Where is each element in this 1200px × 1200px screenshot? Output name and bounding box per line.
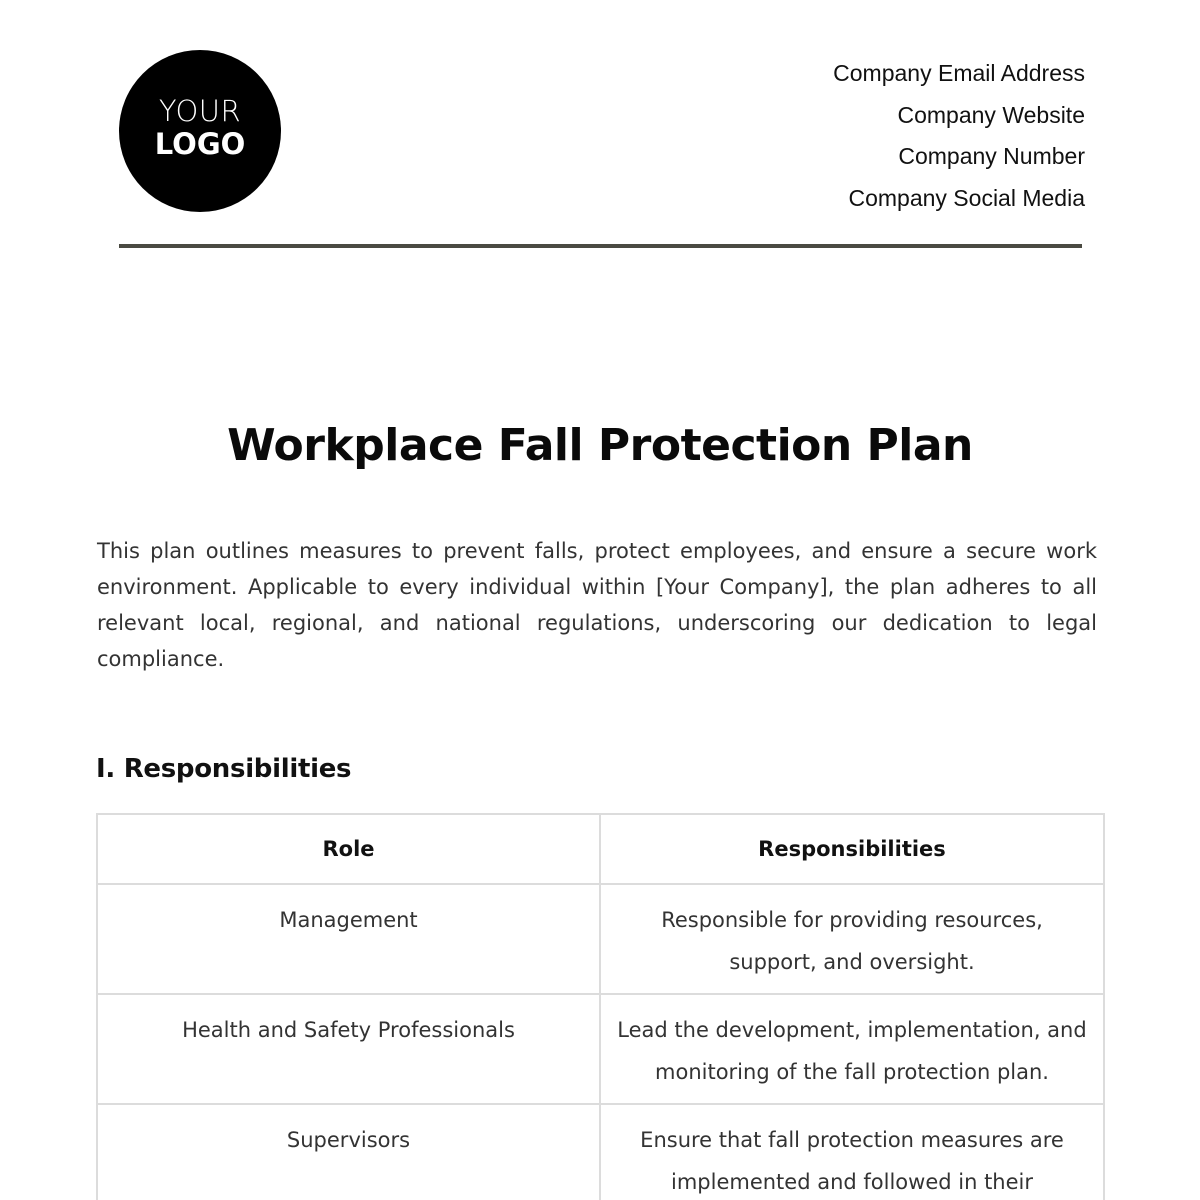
table-header-row (97, 814, 1104, 884)
column-header-role: Role (97, 814, 600, 884)
company-social-media: Company Social Media (848, 184, 1085, 211)
responsibility-cell: Ensure that fall protection measures are implemented and followed in their (600, 1104, 1104, 1200)
document-title: Workplace Fall Protection Plan (227, 420, 973, 471)
company-logo (119, 50, 281, 212)
company-number: Company Number (898, 143, 1085, 170)
company-contact-block (833, 53, 1085, 219)
table-row (97, 884, 1104, 994)
role-cell: Health and Safety Professionals (97, 994, 600, 1104)
responsibility-cell: Lead the development, implementation, and monitoring of the fall protection plan. (600, 994, 1104, 1104)
intro-paragraph: This plan outlines measures to prevent falls, protect employees, and ensure a secure work environment. Applicable to every individual within [Your Company], the plan adheres to all relevant local, regional, and national regulations, underscoring our dedication to legal compliance. (97, 539, 1097, 671)
logo-text-logo: LOGO (154, 127, 246, 161)
role-cell: Management (97, 884, 600, 994)
section-heading-responsibilities: I. Responsibilities (96, 754, 352, 784)
column-header-responsibilities: Responsibilities (600, 814, 1104, 884)
table-row (97, 994, 1104, 1104)
table-row (97, 1104, 1104, 1200)
company-website: Company Website (897, 101, 1085, 128)
responsibilities-table (96, 813, 1105, 1200)
logo-text-your: YOUR (158, 94, 242, 128)
responsibility-cell: Responsible for providing resources, support, and oversight. (600, 884, 1104, 994)
company-email: Company Email Address (833, 60, 1085, 86)
header-divider (119, 244, 1082, 248)
role-cell: Supervisors (97, 1104, 600, 1200)
